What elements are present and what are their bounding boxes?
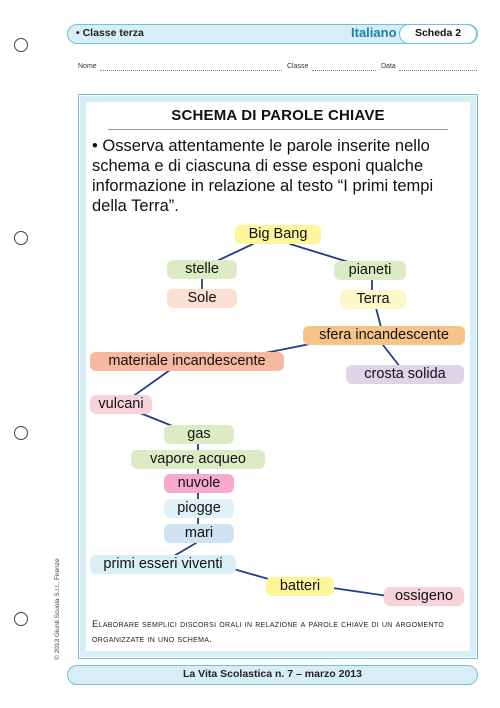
sheet-number-badge: Scheda 2 [399,24,477,44]
class-label: • Classe terza [76,27,144,39]
connector-batteri-ossigeno [326,587,388,596]
node-nuvole: nuvole [164,474,234,493]
node-vapore-acqueo: vapore acqueo [131,450,265,469]
node-big-bang: Big Bang [235,225,321,244]
node-materiale-incandescente: materiale incandescente [90,352,284,371]
name-field-label: Nome [78,63,97,70]
node-sole: Sole [167,289,237,308]
node-terra: Terra [340,290,406,309]
footer-bar: La Vita Scolastica n. 7 – marzo 2013 [67,665,478,685]
worksheet-title: SCHEMA DI PAROLE CHIAVE [171,107,385,124]
node-ossigeno: ossigeno [384,587,464,606]
node-piogge: piogge [164,499,234,518]
node-sfera-incandescente: sfera incandescente [303,326,465,345]
node-gas: gas [164,425,234,444]
node-pianeti: pianeti [334,261,406,280]
learning-objective-note: Elaborare semplici discorsi orali in relazione a parole chiave di un argomento organizzate in uno schema. [92,619,445,645]
node-vulcani: vulcani [90,395,152,414]
node-stelle: stelle [167,260,237,279]
node-mari: mari [164,524,234,543]
instruction-text: • Osserva attentamente le parole inserite nello schema e di ciascuna di esse esponi qualche informazione in relazione al testo “I primi tempi della Terra”. [92,137,434,215]
node-crosta-solida: crosta solida [346,365,464,384]
subject-title: Italiano [351,25,397,40]
date-field-label: Data [381,63,396,70]
copyright-notice: © 2013 Giunti Scuola S.r.l., Firenze [54,558,61,660]
class-field-label: Classe [287,63,309,70]
node-batteri: batteri [266,577,334,596]
connector-primi-batteri [230,568,272,580]
node-primi-esseri-viventi: primi esseri viventi [90,555,236,574]
